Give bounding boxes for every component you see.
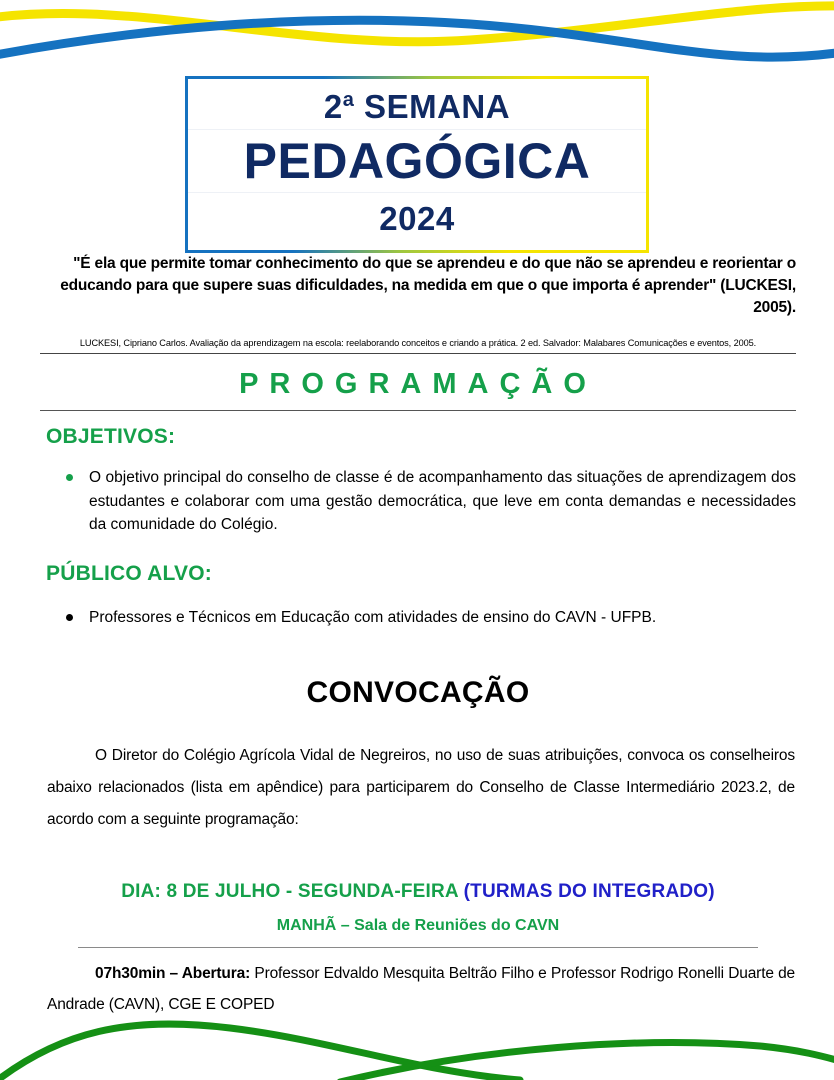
schedule-day-heading	[40, 881, 796, 903]
convocacao-paragraph: O Diretor do Colégio Agrícola Vidal de Negreiros, no uso de suas atribuições, convoca os conselheiros abaixo relacionados (lista em apêndice) para participarem do Conselho de Classe Intermediário 2023.2, de acordo com a seguinte programação:	[47, 747, 795, 828]
green-wave-line-left	[0, 1024, 520, 1080]
epigraph-citation: LUCKESI, Cipriano Carlos. Avaliação da aprendizagem na escola: reelaborando conceitos e criando a prática. 2 ed. Salvador: Malabares Comunicações e eventos, 2005.	[40, 338, 796, 354]
yellow-wave-line	[0, 6, 834, 42]
schedule-divider	[78, 947, 758, 948]
page-title: PROGRAMAÇÃO	[40, 368, 796, 411]
schedule-turno-location: MANHÃ – Sala de Reuniões do CAVN	[276, 917, 560, 934]
section-heading-convocacao: CONVOCAÇÃO	[306, 676, 530, 709]
schedule-entry	[47, 958, 795, 1020]
title-edition-word: SEMANA	[354, 88, 511, 125]
section-heading-objetivos: OBJETIVOS:	[46, 425, 176, 448]
objetivos-bullet-text: O objetivo principal do conselho de classe é de acompanhamento das situações de aprendizagem dos estudantes e colaborar com uma gestão democrática, que leve em conta demandas e necessidades da comunidade do Colégio.	[89, 469, 796, 534]
schedule-entry-detail: Professor Edvaldo Mesquita Beltrão Filho e Professor Rodrigo Ronelli Duarte de Andrade (CAVN), CGE E COPED	[47, 965, 796, 1013]
epigraph-quote: "É ela que permite tomar conhecimento do que se aprendeu e do que não se aprendeu e reorientar o educando para que supere suas dificuldades, na medida em que o que importa é aprender" (LUCKESI, 2005).	[60, 255, 796, 316]
schedule-day-date: DIA: 8 DE JULHO - SEGUNDA-FEIRA	[121, 881, 464, 902]
top-wave-decoration	[0, 0, 834, 80]
bullet-dot-icon	[66, 614, 73, 621]
title-line-semana	[188, 89, 646, 130]
bullet-dot-icon	[66, 474, 73, 481]
blue-wave-line	[0, 20, 834, 57]
green-wave-line-right	[340, 1043, 834, 1080]
title-edition-ordinal: a	[342, 89, 355, 111]
schedule-entry-time: 07h30min – Abertura:	[95, 965, 251, 982]
title-line-year: 2024	[379, 199, 455, 237]
title-edition-number: 2	[323, 88, 343, 125]
list-item	[66, 466, 796, 537]
section-heading-publico-alvo: PÚBLICO ALVO:	[46, 562, 212, 585]
title-line-pedagogica: PEDAGÓGICA	[188, 130, 646, 193]
schedule-day-group: (TURMAS DO INTEGRADO)	[463, 881, 715, 902]
list-item	[66, 606, 796, 630]
event-title-box	[185, 76, 649, 253]
publico-alvo-bullet-text: Professores e Técnicos em Educação com atividades de ensino do CAVN - UFPB.	[89, 609, 657, 626]
